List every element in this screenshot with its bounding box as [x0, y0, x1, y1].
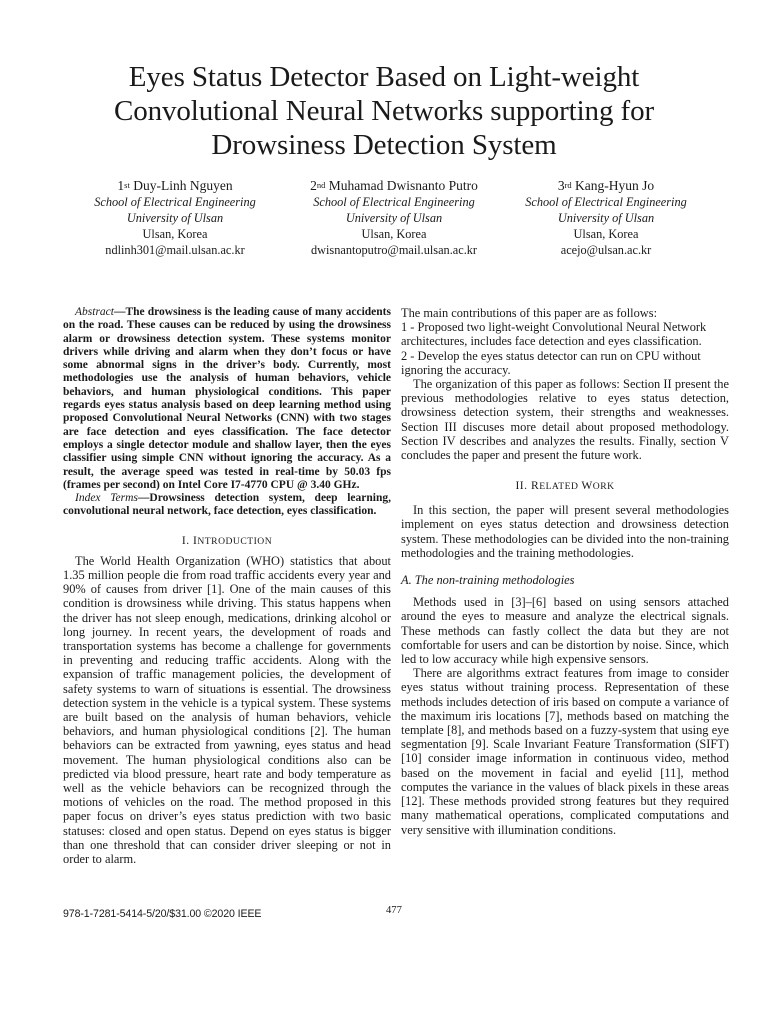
section-heading-introduction: I. INTRODUCTION: [181, 533, 273, 547]
author-email: dwisnantoputro@mail.ulsan.ac.kr: [310, 243, 478, 257]
contribution-item: 1 - Proposed two light-weight Convolutional Neural Network architectures, includes face detection and eyes classification.: [401, 320, 707, 349]
footer-isbn: 978-1-7281-5414-5/20/$31.00 ©2020 IEEE: [63, 908, 262, 920]
author-3: 3rd Kang-Hyun Jo School of Electrical Engineering University of Ulsan Ulsan, Korea acejo@ulsan.ac.kr: [481, 178, 731, 258]
abstract-label: Abstract: [75, 306, 114, 318]
subsection-paragraph: There are algorithms extract features from image to consider eyes status without training process. Representation of these methods includes detection of iris based on compute a variance of the maximum iris locations [7], methods based on matching the template [8], and methods based on a fuzzy-system that using eye segmentation [9]. Scale Invariant Feature Transformation (SIFT) [10] consider image information in continuous video, method based on the movement in facial and eyelid [11], method computes the variance in the values of black pixels in these areas [12]. These methods provided strong features but they required many mathematical operations, complicated computations and very sensitive with illumination conditions.: [401, 666, 729, 837]
author-affiliation: School of Electrical Engineering: [313, 195, 475, 209]
title-line: Eyes Status Detector Based on Light-weight: [128, 61, 640, 93]
subsection-heading: A. The non-training methodologies: [401, 573, 575, 588]
author-name: Kang-Hyun Jo: [575, 178, 655, 193]
abstract-text: —The drowsiness is the leading cause of many accidents on the road. These causes can be reduced by using the drowsiness alarm or drowsiness detection system. These systems monitor drivers while driving and alarm when they don’t focus or have some abnormal signs in the driver’s body. Currently, most methodologies use the analysis of human behaviors, vehicle behaviors, and human physiological conditions. This paper regards eyes status analysis based on deep learning method using proposed Convolutional Neural Networks (CNN) with two stages are face detection and eyes classification. The face detector employs a single detector module and shallow layer, then the eyes classifier using simple CNN without ignoring the accuracy. As a result, the average speed was tested in real-time by 50.03 fps (frames per second) on Intel Core I7-4770 CPU @ 3.40 GHz.: [63, 306, 391, 491]
related-paragraph: In this section, the paper will present several methodologies implement on eyes status detection and drowsiness detection system. These methodologies can be divided into the non-training methodologies and the training methodologies.: [401, 503, 729, 560]
author-location: Ulsan, Korea: [361, 227, 427, 241]
intro-paragraph: The World Health Organization (WHO) statistics that about 1.35 million people die from road traffic accidents every year and 90% of causes from driver [1]. One of the main causes of this condition is drowsiness while driving. This status happens when the driver has not sleep enough, medications, drinking alcohol or long journey. In recent years, the development of roads and transportation systems has become a challenge for governments in preventing and reducing traffic accidents. Along with the expansion of traffic management policies, the development of safety systems to warn of situations is essential. The drowsiness detection system in the vehicle is a typical system. These systems are built based on the analysis of human behaviors, vehicle behaviors, and human physiological conditions [2]. The human behaviors can be extracted from yawning, eyes status and head movement. The human physiological conditions also can be predicted via blood pressure, heart rate and body temperature as well as the vehicle behaviors can be recognized through the motions of vehicles on the road. The method proposed in this paper focus on driver’s eyes status prediction with two basic statuses: closed and open status. Depend on eyes status is bigger than one threshold that can consider driver sleeping or not in order to alarm.: [63, 553, 391, 867]
index-terms: [63, 492, 391, 519]
title-line: Convolutional Neural Networks supporting for: [113, 95, 655, 127]
author-university: University of Ulsan: [557, 211, 655, 225]
author-location: Ulsan, Korea: [142, 227, 208, 241]
author-name: Muhamad Dwisnanto Putro: [328, 178, 478, 193]
subsection-paragraph: Methods used in [3]–[6] based on using sensors attached around the eyes to measure and analyze the electrical signals. These methods can fastly collect the data but they are not comfortable for users and can be distortion by noise. Since, which led to low accuracy while high expensive sensors.: [401, 595, 729, 667]
contribution-item: 2 - Develop the eyes status detector can run on CPU without ignoring the accuracy.: [401, 348, 701, 377]
left-column: [63, 306, 391, 866]
author-location: Ulsan, Korea: [573, 227, 639, 241]
organization-paragraph: The organization of this paper as follows: Section II present the previous methodologies relative to eyes status detection, drowsiness detection system, their strengths and weaknesses. Section III discuses more detail about proposed methodology. Section IV describes and analyzes the results. Finally, section V concludes the paper and present the future work.: [401, 377, 729, 463]
author-email: ndlinh301@mail.ulsan.ac.kr: [105, 243, 245, 257]
right-column: [401, 306, 729, 837]
author-affiliation: School of Electrical Engineering: [525, 195, 687, 209]
index-terms-label: Index Terms: [75, 492, 138, 505]
section-heading-related-work: II. RELATED WORK: [515, 479, 615, 493]
author-affiliation: School of Electrical Engineering: [94, 195, 256, 209]
author-email: acejo@ulsan.ac.kr: [560, 243, 652, 257]
page-number: 477: [386, 905, 402, 916]
title-line: Drowsiness Detection System: [211, 129, 557, 161]
paper-title: [40, 60, 728, 162]
contributions-lead: The main contributions of this paper are as follows:: [401, 306, 658, 320]
abstract: [63, 306, 391, 492]
author-university: University of Ulsan: [345, 211, 443, 225]
author-name: Duy-Linh Nguyen: [133, 178, 233, 193]
author-university: University of Ulsan: [126, 211, 224, 225]
author-1: 1st Duy-Linh Nguyen School of Electrical Engineering University of Ulsan Ulsan, Korea ndlinh301@mail.ulsan.ac.kr: [50, 178, 300, 258]
author-block: [0, 178, 768, 258]
author-2: 2nd Muhamad Dwisnanto Putro School of Electrical Engineering University of Ulsan Ulsan, Korea dwisnantoputro@mail.ulsan.ac.kr: [269, 178, 519, 258]
index-terms-text: —Drowsiness detection system, deep learning, convolutional neural network, face detection, eyes classification.: [63, 492, 391, 518]
